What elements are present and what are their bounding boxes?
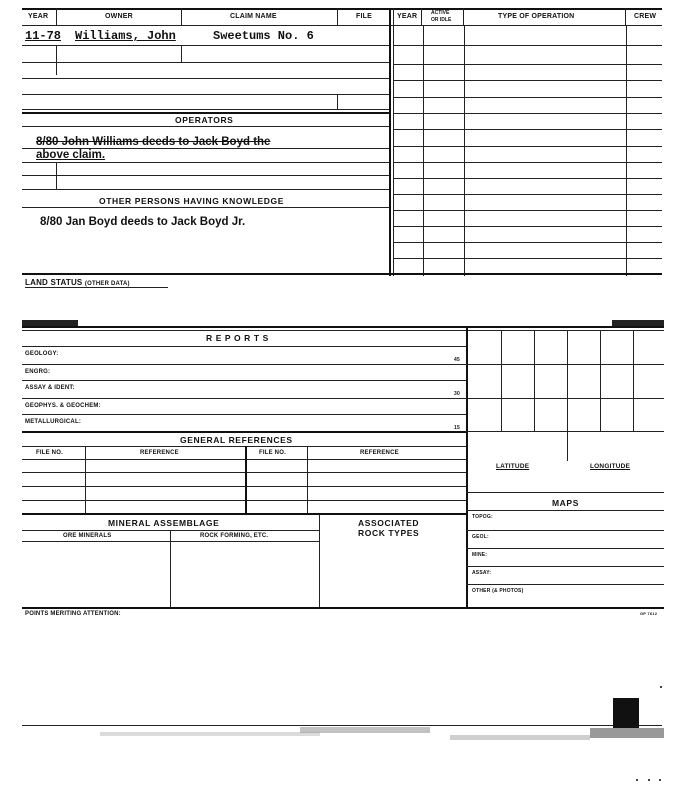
grid-v [633, 331, 634, 431]
header-active: ACTIVE [431, 10, 450, 16]
report-line [22, 364, 466, 365]
assoc-line-1: ASSOCIATED [358, 518, 420, 528]
grid-h [466, 364, 664, 365]
section-bottom-rule [22, 273, 662, 275]
general-refs-title-rule [22, 446, 466, 447]
land-status-label: LAND STATUS (OTHER DATA) [25, 278, 130, 287]
mineral-divider [170, 530, 171, 608]
maps-topog: TOPOG: [472, 514, 493, 520]
general-refs-line [22, 472, 466, 473]
ledger-divider [56, 45, 57, 75]
reports-bottom-rule [22, 431, 466, 433]
general-refs-line [22, 459, 466, 460]
others-title-rule [22, 207, 389, 208]
mineral-title: MINERAL ASSEMBLAGE [108, 518, 220, 528]
ledger-line [22, 94, 389, 95]
header-type-of-operation: TYPE OF OPERATION [498, 13, 575, 20]
reports-title: R E P O R T S [206, 333, 269, 343]
mineral-assoc-divider [319, 514, 320, 608]
report-geophys: GEOPHYS. & GEOCHEM: [25, 403, 101, 409]
general-refs-divider-center [245, 446, 247, 513]
activity-line [393, 113, 662, 114]
activity-line [393, 242, 662, 243]
maps-title: MAPS [552, 498, 579, 508]
col-divider [56, 8, 57, 25]
grid-v-center [567, 331, 568, 461]
maps-other: OTHER (& PHOTOS) [472, 588, 524, 594]
maps-assay: ASSAY: [472, 570, 492, 576]
report-geology: GEOLOGY: [25, 351, 59, 357]
maps-line [466, 530, 664, 531]
maps-line [466, 566, 664, 567]
ledger-line [22, 62, 389, 63]
operators-line [22, 189, 389, 190]
latitude-label: LATITUDE [496, 463, 530, 470]
activity-line [393, 129, 662, 130]
activity-left-border [389, 8, 391, 276]
activity-col-active [464, 25, 465, 276]
claim-owner: Williams, John [75, 29, 176, 43]
general-refs-divider [85, 446, 86, 513]
col-divider [337, 8, 338, 25]
activity-line [393, 64, 662, 65]
top-border [22, 8, 662, 10]
operators-title: OPERATORS [175, 115, 234, 125]
mineral-ore: ORE MINERALS [63, 533, 112, 539]
reports-title-rule [22, 346, 466, 347]
scan-speck [659, 779, 661, 781]
header-bottom-rule [22, 25, 662, 26]
report-metallurgical-num: 15 [454, 425, 460, 431]
activity-left-border-inner [393, 8, 394, 276]
col-divider [181, 8, 182, 25]
grid-h [466, 431, 664, 432]
longitude-label: LONGITUDE [590, 463, 631, 470]
scan-block-artifact [613, 698, 639, 728]
scan-noise [590, 728, 664, 738]
grid-h [466, 398, 664, 399]
maps-geol: GEOL: [472, 534, 489, 540]
points-meriting-attention: POINTS MERITING ATTENTION: [25, 611, 121, 617]
activity-line [393, 146, 662, 147]
scan-noise [450, 735, 590, 740]
operators-line [22, 148, 389, 149]
operators-line [22, 175, 389, 176]
maps-top-rule [466, 492, 664, 493]
activity-line [393, 258, 662, 259]
report-line [22, 398, 466, 399]
general-refs-reference: REFERENCE [140, 450, 179, 456]
operators-top-rule [22, 112, 389, 114]
header-crew: CREW [634, 13, 657, 20]
activity-line [393, 226, 662, 227]
operators-line-1: 8/80 John Williams deeds to Jack Boyd the [36, 136, 271, 148]
col-divider [625, 8, 626, 25]
activity-col-year [423, 25, 424, 276]
header-or-idle: OR IDLE [431, 17, 452, 23]
report-metallurgical: METALLURGICAL: [25, 419, 82, 425]
others-line-1: 8/80 Jan Boyd deeds to Jack Boyd Jr. [40, 216, 246, 228]
form-number: GP 7612 [640, 611, 658, 616]
activity-col-crew [626, 25, 627, 276]
general-refs-line [22, 486, 466, 487]
header-year: YEAR [28, 13, 49, 20]
general-refs-bottom-rule [22, 513, 466, 515]
reports-top-border [22, 326, 664, 328]
ledger-line [22, 109, 389, 110]
activity-line [393, 45, 662, 46]
report-assay-num: 30 [454, 391, 460, 397]
activity-line [393, 162, 662, 163]
claim-name: Sweetums No. 6 [213, 29, 314, 43]
scan-speck [660, 686, 662, 688]
others-title: OTHER PERSONS HAVING KNOWLEDGE [99, 196, 285, 206]
maps-title-rule [466, 510, 664, 511]
header-file: FILE [356, 13, 372, 20]
ledger-divider [181, 45, 182, 63]
maps-mine: MINE: [472, 552, 488, 558]
land-status-underline [25, 287, 168, 288]
general-refs-reference-2: REFERENCE [360, 450, 399, 456]
report-assay: ASSAY & IDENT: [25, 385, 75, 391]
general-refs-title: GENERAL REFERENCES [180, 435, 293, 445]
grid-v [501, 331, 502, 431]
activity-line [393, 80, 662, 81]
maps-line [466, 548, 664, 549]
general-refs-divider [307, 446, 308, 513]
mineral-rock: ROCK FORMING, ETC. [200, 533, 269, 539]
general-refs-file-no-2: FILE NO. [259, 450, 286, 456]
general-refs-line [22, 500, 466, 501]
activity-line [393, 194, 662, 195]
report-engrg: ENGRG: [25, 369, 51, 375]
ledger-line [22, 45, 389, 46]
header-owner: OWNER [105, 13, 133, 20]
header-year-2: YEAR [397, 13, 418, 20]
scan-speck [648, 779, 650, 781]
scan-noise [100, 732, 320, 736]
operators-divider [56, 162, 57, 189]
col-divider [421, 8, 422, 25]
operators-line [22, 162, 389, 163]
activity-line [393, 178, 662, 179]
maps-line [466, 584, 664, 585]
report-line [22, 414, 466, 415]
claim-date: 11-78 [25, 29, 62, 43]
header-claim-name: CLAIM NAME [230, 13, 277, 20]
activity-line [393, 97, 662, 98]
scan-edge-line [22, 725, 662, 726]
grid-v [534, 331, 535, 431]
operators-title-rule [22, 126, 389, 127]
ledger-divider [337, 95, 338, 109]
general-refs-file-no: FILE NO. [36, 450, 63, 456]
col-divider [463, 8, 464, 25]
report-geology-num: 45 [454, 357, 460, 363]
reports-bottom-border [22, 607, 664, 609]
activity-line [393, 210, 662, 211]
grid-v [600, 331, 601, 431]
ledger-line [22, 78, 389, 79]
report-line [22, 380, 466, 381]
assoc-line-2: ROCK TYPES [358, 528, 420, 538]
operators-line-2: above claim. [36, 149, 106, 161]
scan-speck [636, 779, 638, 781]
